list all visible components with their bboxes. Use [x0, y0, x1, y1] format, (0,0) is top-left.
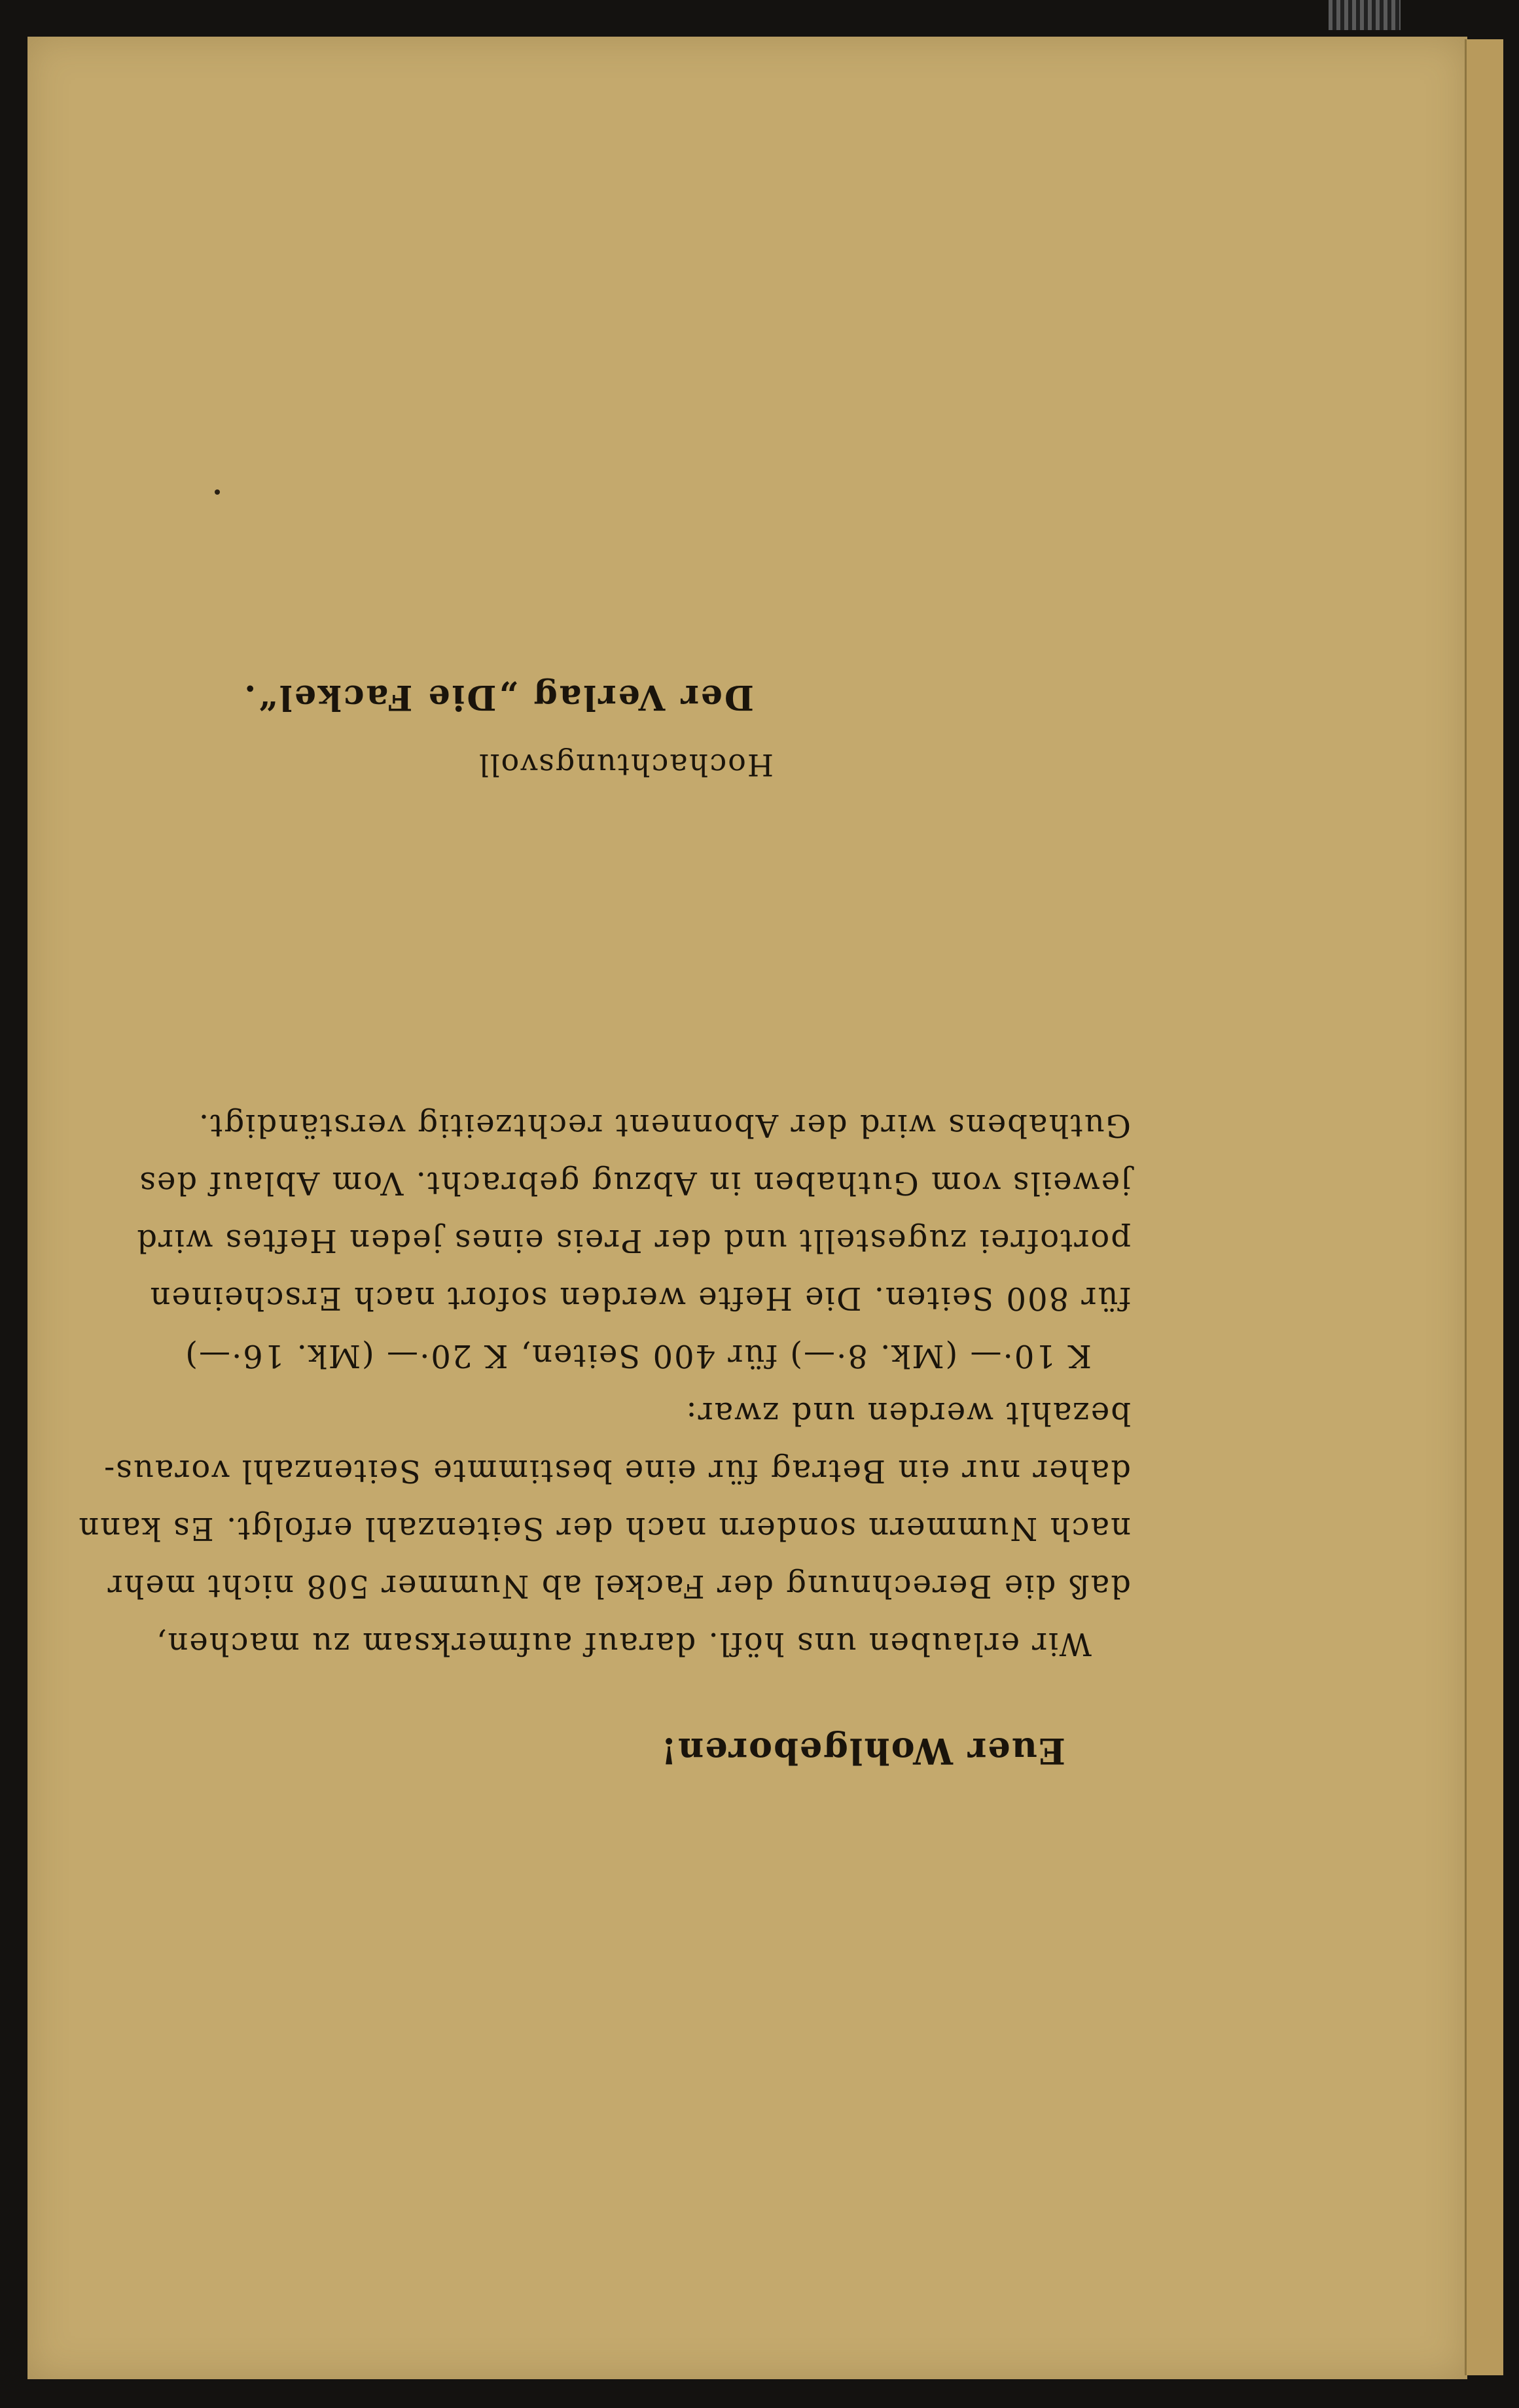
body-line: jeweils vom Guthaben in Abzug gebracht. Vom Ablauf des	[138, 1165, 1131, 1201]
body-line: Wir erlauben uns höfl. darauf aufmerksam zu machen,	[155, 1625, 1092, 1662]
body-line: für 800 Seiten. Die Hefte werden sofort nach Erscheinen	[149, 1280, 1131, 1317]
scan-edge-mark	[1329, 0, 1401, 30]
ink-speck	[215, 489, 220, 495]
body-line: daß die Berechnung der Fackel ab Nummer 508 nicht mehr	[106, 1568, 1131, 1604]
body-line: portofrei zugestellt und der Preis eines jeden Heftes wird	[135, 1222, 1131, 1259]
body-line: Guthabens wird der Abonnent rechtzeitig verständigt.	[197, 1107, 1131, 1144]
letter-salutation: Euer Wohlgeboren!	[660, 1730, 1065, 1772]
body-line: daher nur ein Betrag für eine bestimmte Seitenzahl voraus-	[103, 1453, 1131, 1489]
letter-signature: Der Verlag „Die Fackel“.	[242, 677, 754, 717]
body-line: bezahlt werden und zwar:	[685, 1395, 1131, 1432]
body-line: K 10·— (Mk. 8·—) für 400 Seiten, K 20·— (Mk. 16·—)	[184, 1337, 1092, 1374]
upside-down-letter	[27, 37, 1467, 2379]
letter-closing: Hochachtungsvoll	[478, 747, 774, 783]
body-line: nach Nummern sondern nach der Seitenzahl erfolgt. Es kann	[77, 1510, 1131, 1547]
letter-body	[0, 1097, 1131, 1673]
paper-right-edge	[1465, 39, 1503, 2375]
